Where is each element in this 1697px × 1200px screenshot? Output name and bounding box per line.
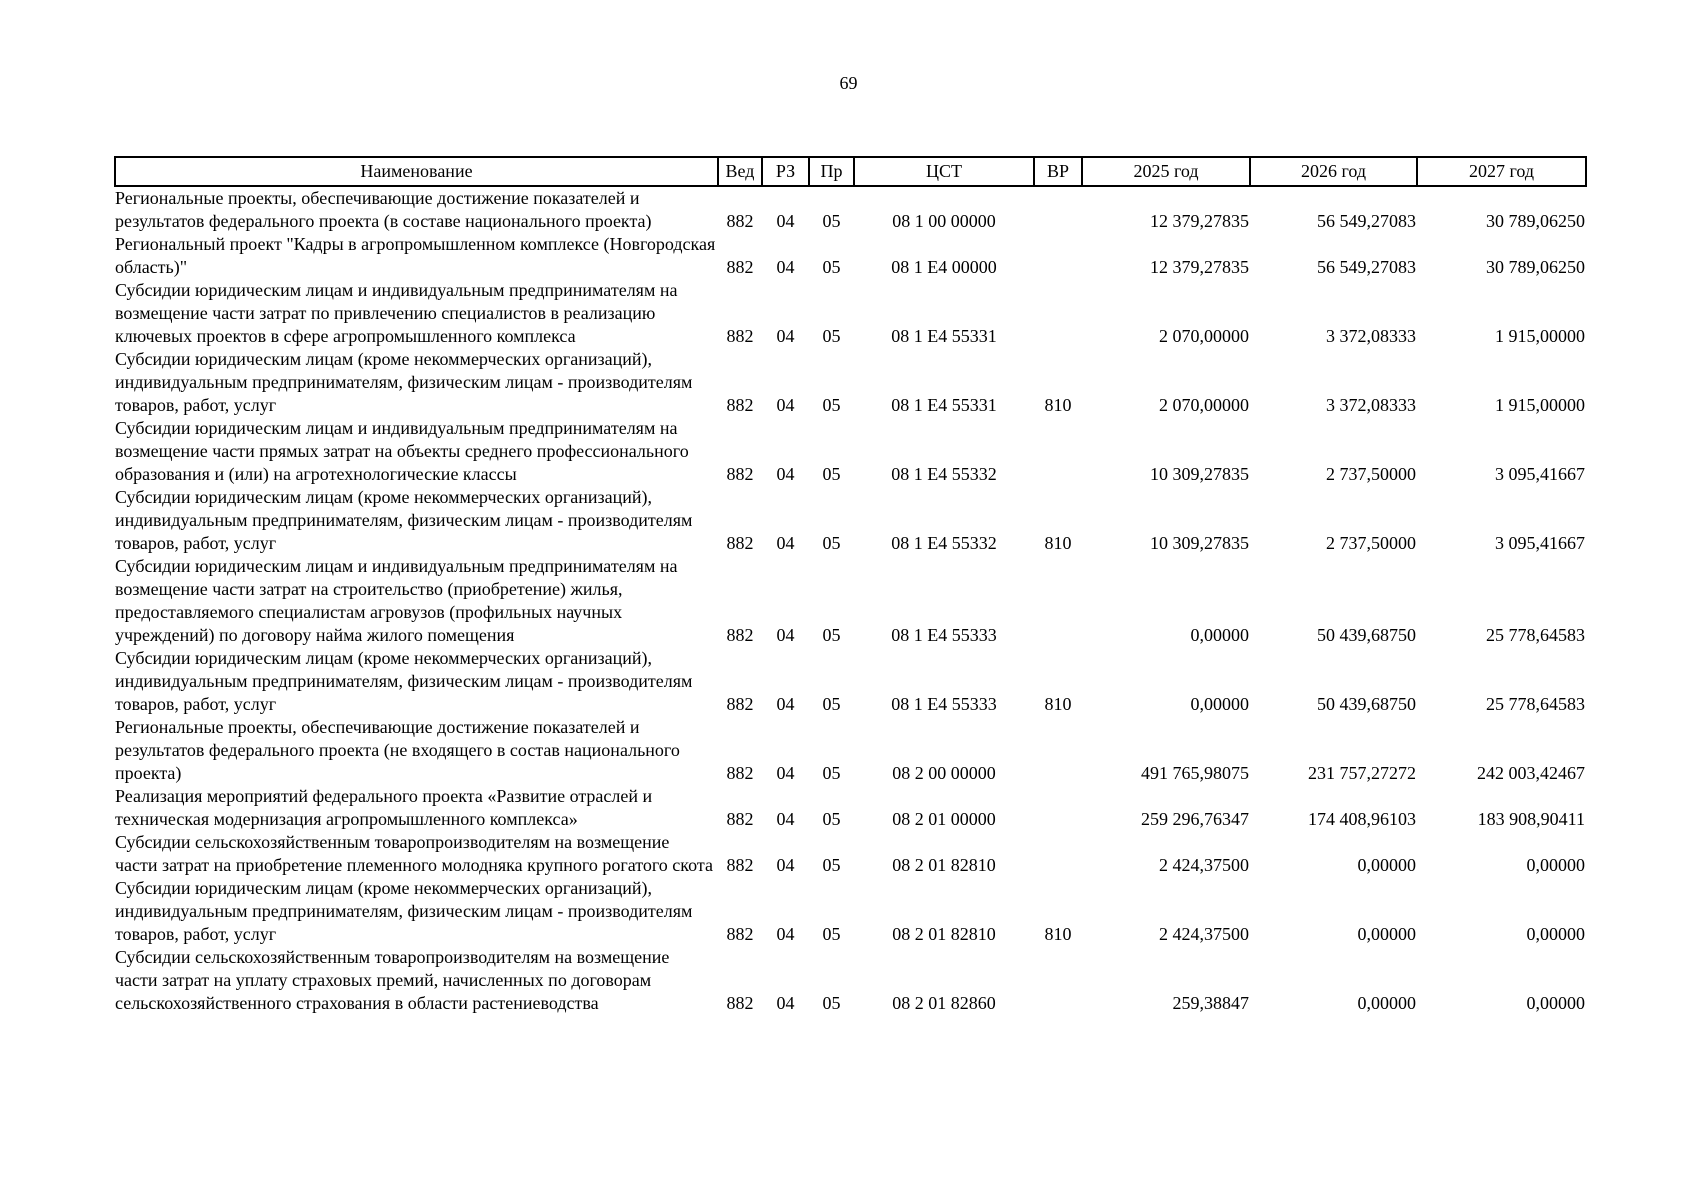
row-amount-2026: 3 372,08333 bbox=[1326, 395, 1416, 415]
row-rz: 04 bbox=[776, 625, 795, 645]
row-amount-2027: 3 095,41667 bbox=[1495, 533, 1585, 553]
row-rz: 04 bbox=[776, 993, 795, 1013]
row-amount-2026: 0,00000 bbox=[1357, 855, 1416, 875]
row-amount-2027: 3 095,41667 bbox=[1495, 464, 1585, 484]
row-amount-2027: 0,00000 bbox=[1526, 855, 1585, 875]
row-ved: 882 bbox=[726, 993, 754, 1013]
row-amount-2025: 10 309,27835 bbox=[1150, 533, 1249, 553]
row-amount-2027: 183 908,90411 bbox=[1477, 809, 1585, 829]
row-vr bbox=[1034, 233, 1082, 279]
row-amount-2026: 50 439,68750 bbox=[1317, 625, 1416, 645]
row-cst: 08 2 01 82860 bbox=[892, 993, 996, 1013]
row-vr bbox=[1034, 831, 1082, 877]
row-ved: 882 bbox=[726, 326, 754, 346]
table-row bbox=[115, 279, 1586, 348]
row-amount-2027: 0,00000 bbox=[1526, 924, 1585, 944]
row-cst: 08 1 Е4 55331 bbox=[891, 395, 997, 415]
row-name: Субсидии юридическим лицам (кроме некоммерческих организаций), индивидуальным предпринимателям, физическим лицам - производителям товаров, работ, услуг bbox=[115, 487, 693, 553]
row-amount-2026: 2 737,50000 bbox=[1326, 464, 1416, 484]
row-pr: 05 bbox=[822, 625, 841, 645]
header-row bbox=[115, 157, 1586, 186]
row-amount-2027: 1 915,00000 bbox=[1495, 395, 1585, 415]
row-vr: 810 bbox=[1044, 694, 1072, 714]
table-row bbox=[115, 647, 1586, 716]
row-rz: 04 bbox=[776, 809, 795, 829]
row-name: Субсидии юридическим лицам (кроме некоммерческих организаций), индивидуальным предпринимателям, физическим лицам - производителям товаров, работ, услуг bbox=[115, 878, 693, 944]
row-cst: 08 1 Е4 55332 bbox=[891, 533, 997, 553]
row-vr bbox=[1034, 555, 1082, 647]
row-name: Субсидии сельскохозяйственным товаропроизводителям на возмещение части затрат на приобретение племенного молодняка крупного рогатого скота bbox=[115, 832, 713, 875]
row-amount-2025: 491 765,98075 bbox=[1141, 763, 1249, 783]
row-ved: 882 bbox=[726, 924, 754, 944]
table-row bbox=[115, 417, 1586, 486]
row-vr bbox=[1034, 716, 1082, 785]
row-rz: 04 bbox=[776, 533, 795, 553]
row-cst: 08 1 Е4 55333 bbox=[891, 694, 997, 714]
row-rz: 04 bbox=[776, 694, 795, 714]
header-vr: ВР bbox=[1034, 157, 1082, 186]
row-cst: 08 2 00 00000 bbox=[892, 763, 996, 783]
header-ved: Вед bbox=[718, 157, 762, 186]
row-amount-2025: 2 070,00000 bbox=[1159, 326, 1249, 346]
row-vr bbox=[1034, 279, 1082, 348]
header-year-2025: 2025 год bbox=[1082, 157, 1250, 186]
header-pr: Пр bbox=[809, 157, 854, 186]
row-amount-2025: 12 379,27835 bbox=[1150, 211, 1249, 231]
row-amount-2026: 0,00000 bbox=[1357, 924, 1416, 944]
row-pr: 05 bbox=[822, 809, 841, 829]
row-cst: 08 2 01 82810 bbox=[892, 855, 996, 875]
row-pr: 05 bbox=[822, 763, 841, 783]
row-amount-2025: 0,00000 bbox=[1190, 694, 1249, 714]
row-pr: 05 bbox=[822, 855, 841, 875]
row-amount-2026: 50 439,68750 bbox=[1317, 694, 1416, 714]
header-rz: РЗ bbox=[762, 157, 809, 186]
row-cst: 08 1 00 00000 bbox=[892, 211, 996, 231]
row-pr: 05 bbox=[822, 464, 841, 484]
row-name: Субсидии юридическим лицам и индивидуальным предпринимателям на возмещение части прямых затрат на объекты среднего профессионального образования и (или) на агротехнологические классы bbox=[115, 418, 689, 484]
row-vr bbox=[1034, 186, 1082, 233]
table-row bbox=[115, 946, 1586, 1015]
row-amount-2025: 259 296,76347 bbox=[1141, 809, 1249, 829]
row-cst: 08 1 Е4 55331 bbox=[891, 326, 997, 346]
row-ved: 882 bbox=[726, 211, 754, 231]
row-pr: 05 bbox=[822, 993, 841, 1013]
row-rz: 04 bbox=[776, 257, 795, 277]
row-amount-2027: 30 789,06250 bbox=[1486, 211, 1585, 231]
row-ved: 882 bbox=[726, 809, 754, 829]
row-amount-2025: 0,00000 bbox=[1190, 625, 1249, 645]
table-row bbox=[115, 877, 1586, 946]
row-amount-2026: 56 549,27083 bbox=[1317, 211, 1416, 231]
row-vr: 810 bbox=[1044, 533, 1072, 553]
row-ved: 882 bbox=[726, 257, 754, 277]
page-number: 69 bbox=[839, 73, 858, 93]
budget-table bbox=[114, 156, 1587, 1015]
row-cst: 08 2 01 00000 bbox=[892, 809, 996, 829]
row-ved: 882 bbox=[726, 464, 754, 484]
row-amount-2027: 0,00000 bbox=[1526, 993, 1585, 1013]
row-amount-2026: 174 408,96103 bbox=[1308, 809, 1416, 829]
row-amount-2027: 25 778,64583 bbox=[1486, 625, 1585, 645]
row-name: Реализация мероприятий федерального проекта «Развитие отраслей и техническая модернизация агропромышленного комплекса» bbox=[115, 786, 653, 829]
row-amount-2026: 231 757,27272 bbox=[1308, 763, 1416, 783]
row-vr bbox=[1034, 946, 1082, 1015]
row-amount-2027: 242 003,42467 bbox=[1477, 763, 1585, 783]
row-rz: 04 bbox=[776, 924, 795, 944]
row-pr: 05 bbox=[822, 533, 841, 553]
row-ved: 882 bbox=[726, 763, 754, 783]
row-cst: 08 1 Е4 00000 bbox=[891, 257, 997, 277]
table-row bbox=[115, 186, 1586, 233]
row-amount-2025: 2 070,00000 bbox=[1159, 395, 1249, 415]
row-cst: 08 2 01 82810 bbox=[892, 924, 996, 944]
row-amount-2025: 10 309,27835 bbox=[1150, 464, 1249, 484]
table-row bbox=[115, 486, 1586, 555]
row-vr: 810 bbox=[1044, 924, 1072, 944]
row-amount-2027: 25 778,64583 bbox=[1486, 694, 1585, 714]
row-rz: 04 bbox=[776, 763, 795, 783]
table-header bbox=[115, 157, 1586, 186]
row-amount-2026: 3 372,08333 bbox=[1326, 326, 1416, 346]
row-ved: 882 bbox=[726, 625, 754, 645]
row-ved: 882 bbox=[726, 395, 754, 415]
row-amount-2027: 1 915,00000 bbox=[1495, 326, 1585, 346]
row-amount-2026: 56 549,27083 bbox=[1317, 257, 1416, 277]
row-amount-2026: 0,00000 bbox=[1357, 993, 1416, 1013]
header-name: Наименование bbox=[115, 157, 718, 186]
header-cst: ЦСТ bbox=[854, 157, 1034, 186]
row-pr: 05 bbox=[822, 395, 841, 415]
row-name: Субсидии юридическим лицам (кроме некоммерческих организаций), индивидуальным предпринимателям, физическим лицам - производителям товаров, работ, услуг bbox=[115, 349, 693, 415]
row-amount-2025: 2 424,37500 bbox=[1159, 855, 1249, 875]
row-rz: 04 bbox=[776, 464, 795, 484]
row-name: Субсидии юридическим лицам и индивидуальным предпринимателям на возмещение части затрат по привлечению специалистов в реализацию ключевых проектов в сфере агропромышленного комплекса bbox=[115, 280, 678, 346]
row-vr: 810 bbox=[1044, 395, 1072, 415]
row-rz: 04 bbox=[776, 395, 795, 415]
row-vr bbox=[1034, 785, 1082, 831]
row-name: Субсидии юридическим лицам и индивидуальным предпринимателям на возмещение части затрат на строительство (приобретение) жилья, предоставляемого специалистам агровузов (профильных научных учреждений) по договору найма жилого помещения bbox=[115, 556, 678, 645]
row-vr bbox=[1034, 417, 1082, 486]
row-name: Субсидии сельскохозяйственным товаропроизводителям на возмещение части затрат на уплату страховых премий, начисленных по договорам сельскохозяйственного страхования в области растениеводства bbox=[115, 947, 670, 1013]
table-row bbox=[115, 348, 1586, 417]
row-rz: 04 bbox=[776, 855, 795, 875]
row-pr: 05 bbox=[822, 211, 841, 231]
row-pr: 05 bbox=[822, 924, 841, 944]
row-pr: 05 bbox=[822, 326, 841, 346]
row-name: Субсидии юридическим лицам (кроме некоммерческих организаций), индивидуальным предпринимателям, физическим лицам - производителям товаров, работ, услуг bbox=[115, 648, 693, 714]
row-name: Региональные проекты, обеспечивающие достижение показателей и результатов федерального проекта (не входящего в состав национального проекта) bbox=[115, 717, 680, 783]
row-pr: 05 bbox=[822, 694, 841, 714]
table-row bbox=[115, 785, 1586, 831]
row-amount-2026: 2 737,50000 bbox=[1326, 533, 1416, 553]
row-rz: 04 bbox=[776, 211, 795, 231]
row-ved: 882 bbox=[726, 855, 754, 875]
row-amount-2025: 2 424,37500 bbox=[1159, 924, 1249, 944]
row-cst: 08 1 Е4 55333 bbox=[891, 625, 997, 645]
row-amount-2027: 30 789,06250 bbox=[1486, 257, 1585, 277]
table-body bbox=[115, 186, 1586, 1015]
table-row bbox=[115, 233, 1586, 279]
table-row bbox=[115, 716, 1586, 785]
row-ved: 882 bbox=[726, 694, 754, 714]
row-pr: 05 bbox=[822, 257, 841, 277]
row-amount-2025: 12 379,27835 bbox=[1150, 257, 1249, 277]
header-year-2027: 2027 год bbox=[1417, 157, 1586, 186]
row-name: Региональные проекты, обеспечивающие достижение показателей и результатов федерального проекта (в составе национального проекта) bbox=[115, 188, 652, 231]
header-year-2026: 2026 год bbox=[1250, 157, 1417, 186]
row-cst: 08 1 Е4 55332 bbox=[891, 464, 997, 484]
row-amount-2025: 259,38847 bbox=[1172, 993, 1249, 1013]
row-rz: 04 bbox=[776, 326, 795, 346]
row-ved: 882 bbox=[726, 533, 754, 553]
table-row bbox=[115, 831, 1586, 877]
table-row bbox=[115, 555, 1586, 647]
row-name: Региональный проект "Кадры в агропромышленном комплексе (Новгородская область)" bbox=[115, 234, 716, 277]
